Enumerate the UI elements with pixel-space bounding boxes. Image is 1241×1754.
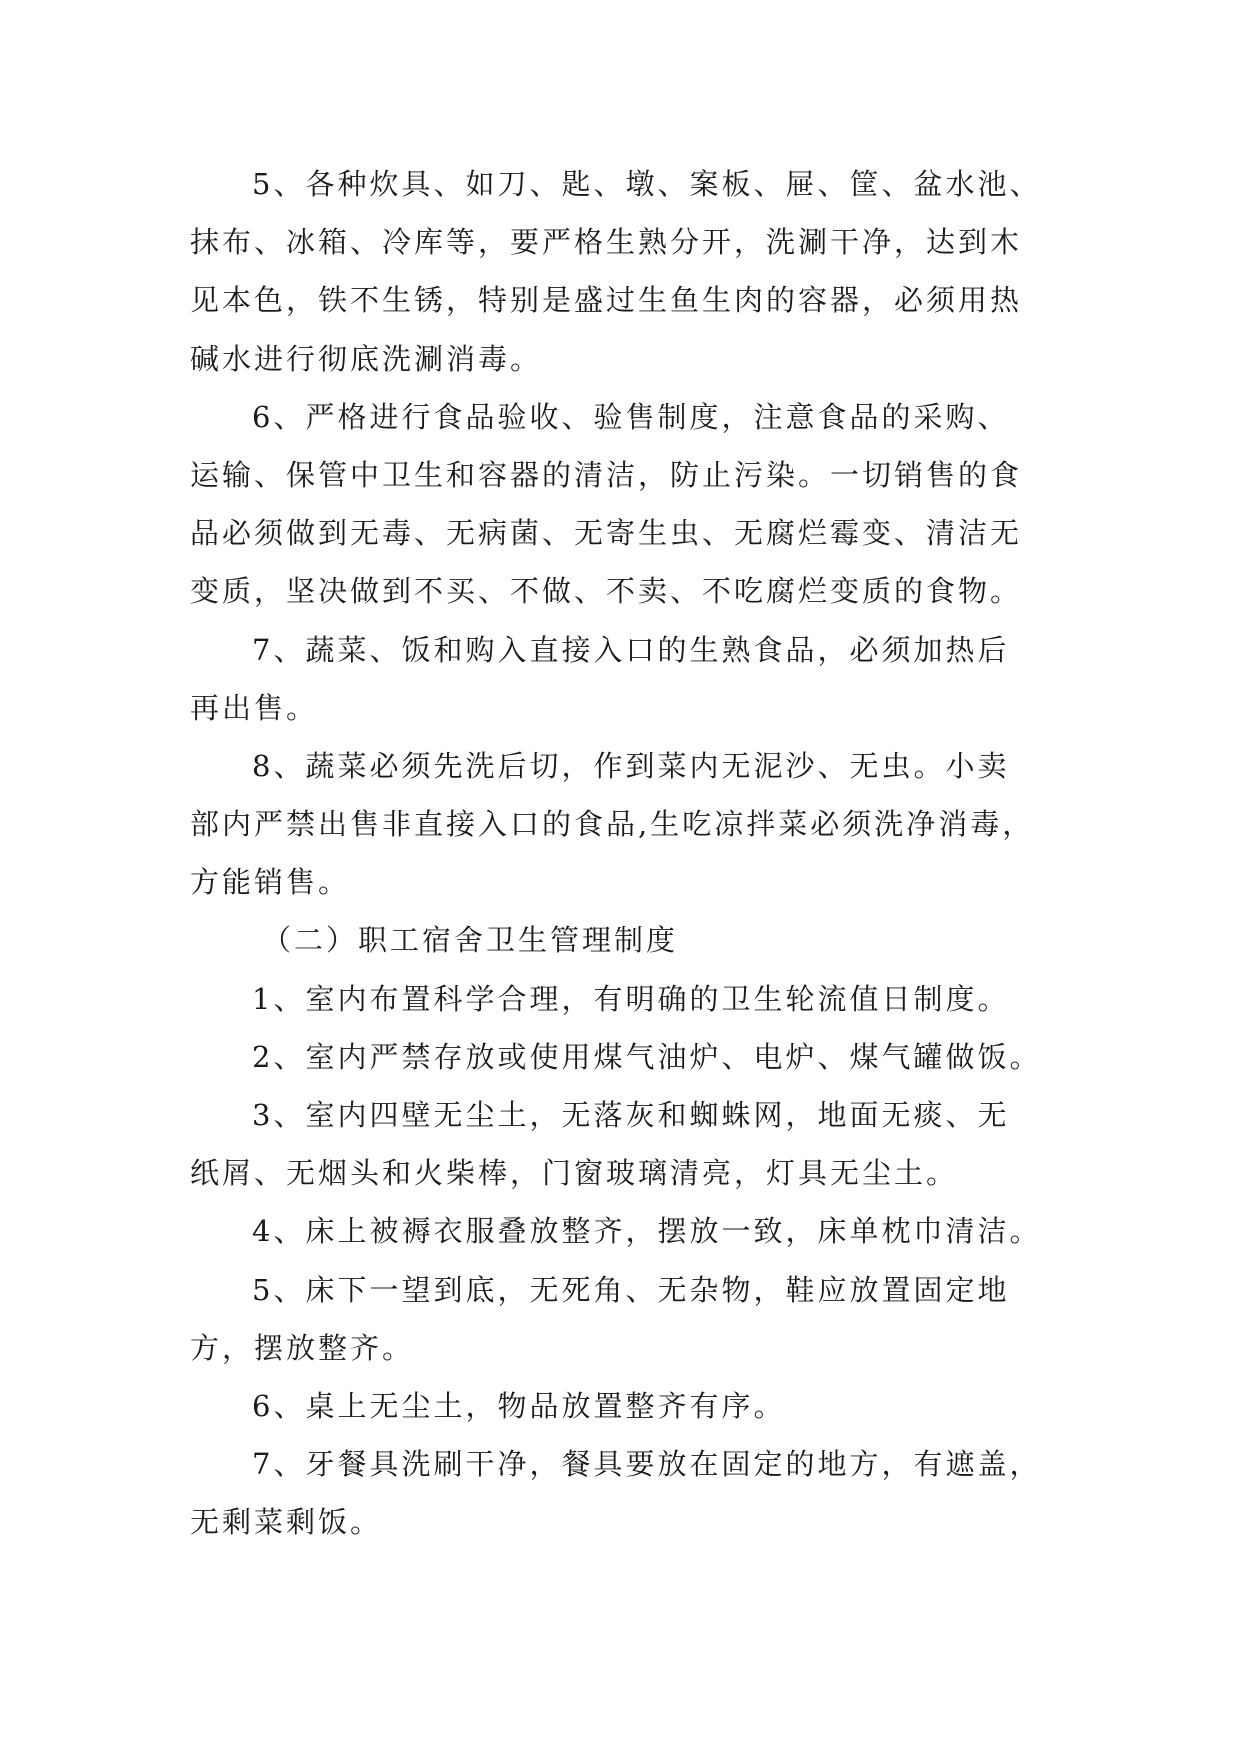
document-body <box>190 155 1070 1552</box>
text-line: 8、蔬菜必须先洗后切，作到菜内无泥沙、无虫。小卖 <box>252 748 1010 783</box>
text-line: 7、牙餐具洗刷干净，餐具要放在固定的地方，有遮盖， <box>252 1447 1042 1482</box>
text-line: 5、床下一望到底，无死角、无杂物，鞋应放置固定地 <box>252 1272 1010 1307</box>
text-line: 2、室内严禁存放或使用煤气油炉、电炉、煤气罐做饭。 <box>252 1039 1042 1074</box>
text-line: 无剩菜剩饭。 <box>190 1505 383 1540</box>
text-line: 3、室内四壁无尘土，无落灰和蜘蛛网，地面无痰、无 <box>252 1098 1010 1132</box>
text-line: 方，摆放整齐。 <box>190 1330 415 1365</box>
text-line: 方能销售。 <box>190 865 351 900</box>
text-line: 运输、保管中卫生和容器的清洁，防止污染。一切销售的食 <box>190 457 1023 492</box>
text-line: 6、严格进行食品验收、验售制度，注意食品的采购、 <box>252 399 1010 434</box>
text-line: 见本色，铁不生锈，特别是盛过生鱼生肉的容器，必须用热 <box>190 283 1023 318</box>
text-line: 纸屑、无烟头和火柴棒，门窗玻璃清亮，灯具无尘土。 <box>190 1156 959 1191</box>
text-line: 1、室内布置科学合理，有明确的卫生轮流值日制度。 <box>252 981 1010 1016</box>
text-line: 部内严禁出售非直接入口的食品,生吃凉拌菜必须洗净消毒， <box>190 807 1035 842</box>
section-heading: （二）职工宿舍卫生管理制度 <box>262 923 679 958</box>
text-line: 变质，坚决做到不买、不做、不卖、不吃腐烂变质的食物。 <box>190 574 1023 609</box>
text-line: 品必须做到无毒、无病菌、无寄生虫、无腐烂霉变、清洁无 <box>190 516 1023 551</box>
text-line: 再出售。 <box>190 690 319 725</box>
text-line: 碱水进行彻底洗涮消毒。 <box>190 341 543 376</box>
text-line: 抹布、冰箱、冷库等，要严格生熟分开，洗涮干净，达到木 <box>190 225 1023 260</box>
text-line: 5、各种炊具、如刀、匙、墩、案板、屉、筐、盆水池、 <box>252 167 1042 201</box>
text-line: 6、桌上无尘土，物品放置整齐有序。 <box>252 1388 786 1423</box>
text-line: 7、蔬菜、饭和购入直接入口的生熟食品，必须加热后 <box>252 632 1010 667</box>
text-line: 4、床上被褥衣服叠放整齐，摆放一致，床单枕巾清洁。 <box>252 1214 1042 1249</box>
